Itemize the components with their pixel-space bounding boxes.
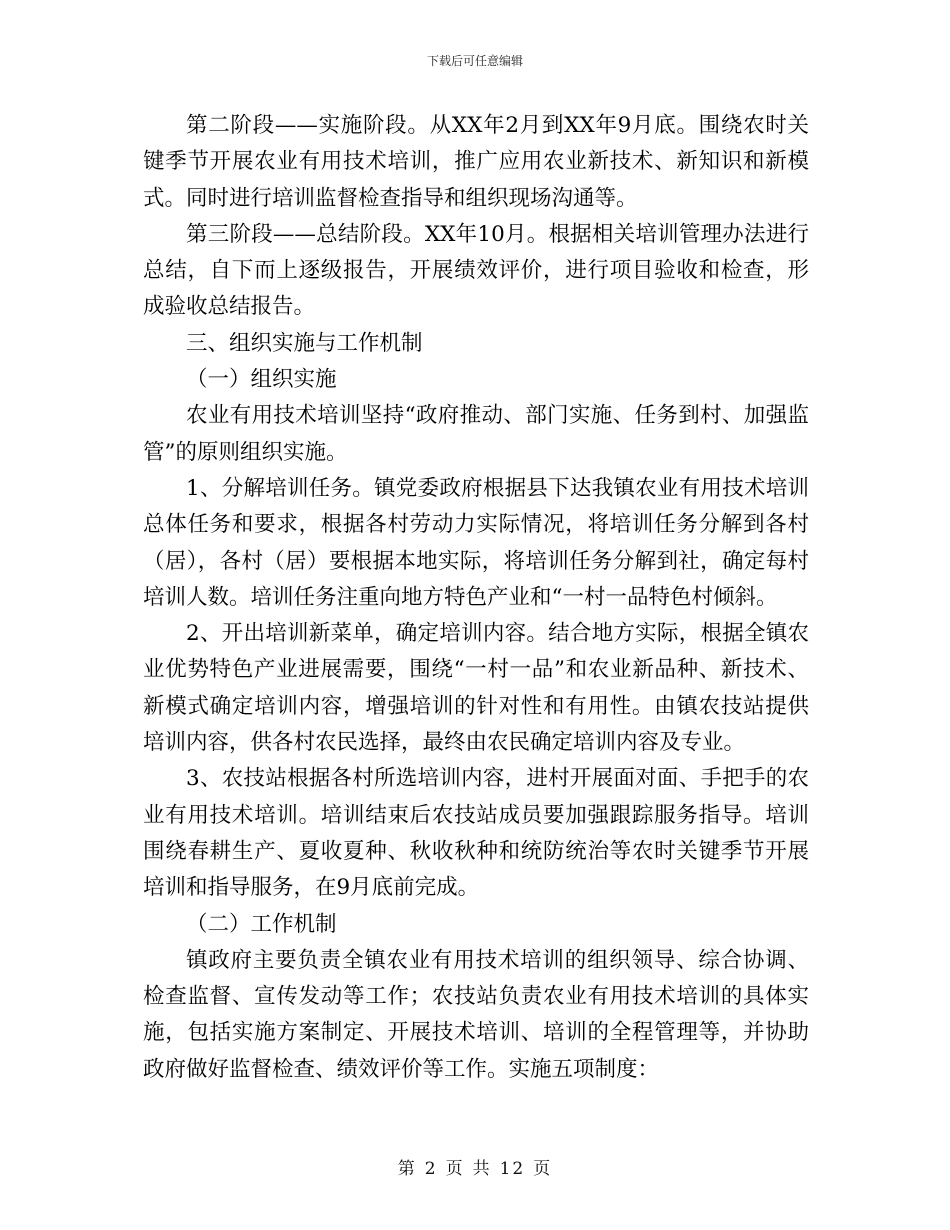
subsection-heading-mechanism: （二）工作机制 xyxy=(186,911,337,937)
paragraph-stage-three: 第三阶段——总结阶段。XX年10月。根据相关培训管理办法进行总结，自下而上逐级报告，开展绩效评价，进行项目验收和检查，形成验收总结报告。 xyxy=(143,221,809,320)
footer-label-mid: 页 xyxy=(445,1159,465,1179)
footer-label-before: 第 xyxy=(397,1159,417,1179)
paragraph-item-2: 2、开出培训新菜单，确定培训内容。结合地方实际，根据全镇农业优势特色产业进展需要，围绕“一村一品”和农业新品种、新技术、新模式确定培训内容，增强培训的针对性和有用性。由镇农技站提供培训内容，供各村农民选择，最终由农民确定培训内容及专业。 xyxy=(143,621,809,756)
page-header: 下载后可任意编辑 xyxy=(426,54,523,68)
footer-page-number: 2 xyxy=(424,1159,438,1179)
footer-label-after: 页 xyxy=(533,1159,553,1179)
paragraph-item-3: 3、农技站根据各村所选培训内容，进村开展面对面、手把手的农业有用技术培训。培训结束后农技站成员要加强跟踪服务指导。培训围绕春耕生产、夏收夏种、秋收秋种和统防统治等农时关键季节开展培训和指导服务，在9月底前完成。 xyxy=(143,766,809,901)
page-footer xyxy=(0,1154,950,1179)
section-heading-organization: 三、组织实施与工作机制 xyxy=(186,330,423,356)
paragraph-stage-two: 第二阶段——实施阶段。从XX年2月到XX年9月底。围绕农时关键季节开展农业有用技术培训，推广应用农业新技术、新知识和新模式。同时进行培训监督检查指导和组织现场沟通等。 xyxy=(143,113,809,211)
footer-total-pages: 12 xyxy=(499,1159,526,1179)
paragraph-item-1: 1、分解培训任务。镇党委政府根据县下达我镇农业有用技术培训总体任务和要求，根据各村劳动力实际情况，将培训任务分解到各村（居），各村（居）要根据本地实际，将培训任务分解到社，确定每村培训人数。培训任务注重向地方特色产业和“一村一品特色村倾斜。 xyxy=(143,475,809,610)
footer-label-total: 共 xyxy=(472,1159,492,1179)
paragraph-principle: 农业有用技术培训坚持“政府推动、部门实施、任务到村、加强监管”的原则组织实施。 xyxy=(143,403,809,465)
paragraph-mechanism: 镇政府主要负责全镇农业有用技术培训的组织领导、综合协调、检查监督、宣传发动等工作；农技站负责农业有用技术培训的具体实施，包括实施方案制定、开展技术培训、培训的全程管理等，并协助政府做好监督检查、绩效评价等工作。实施五项制度： xyxy=(143,947,809,1082)
document-body xyxy=(143,108,809,1088)
subsection-heading-implementation: （一）组织实施 xyxy=(186,367,337,393)
